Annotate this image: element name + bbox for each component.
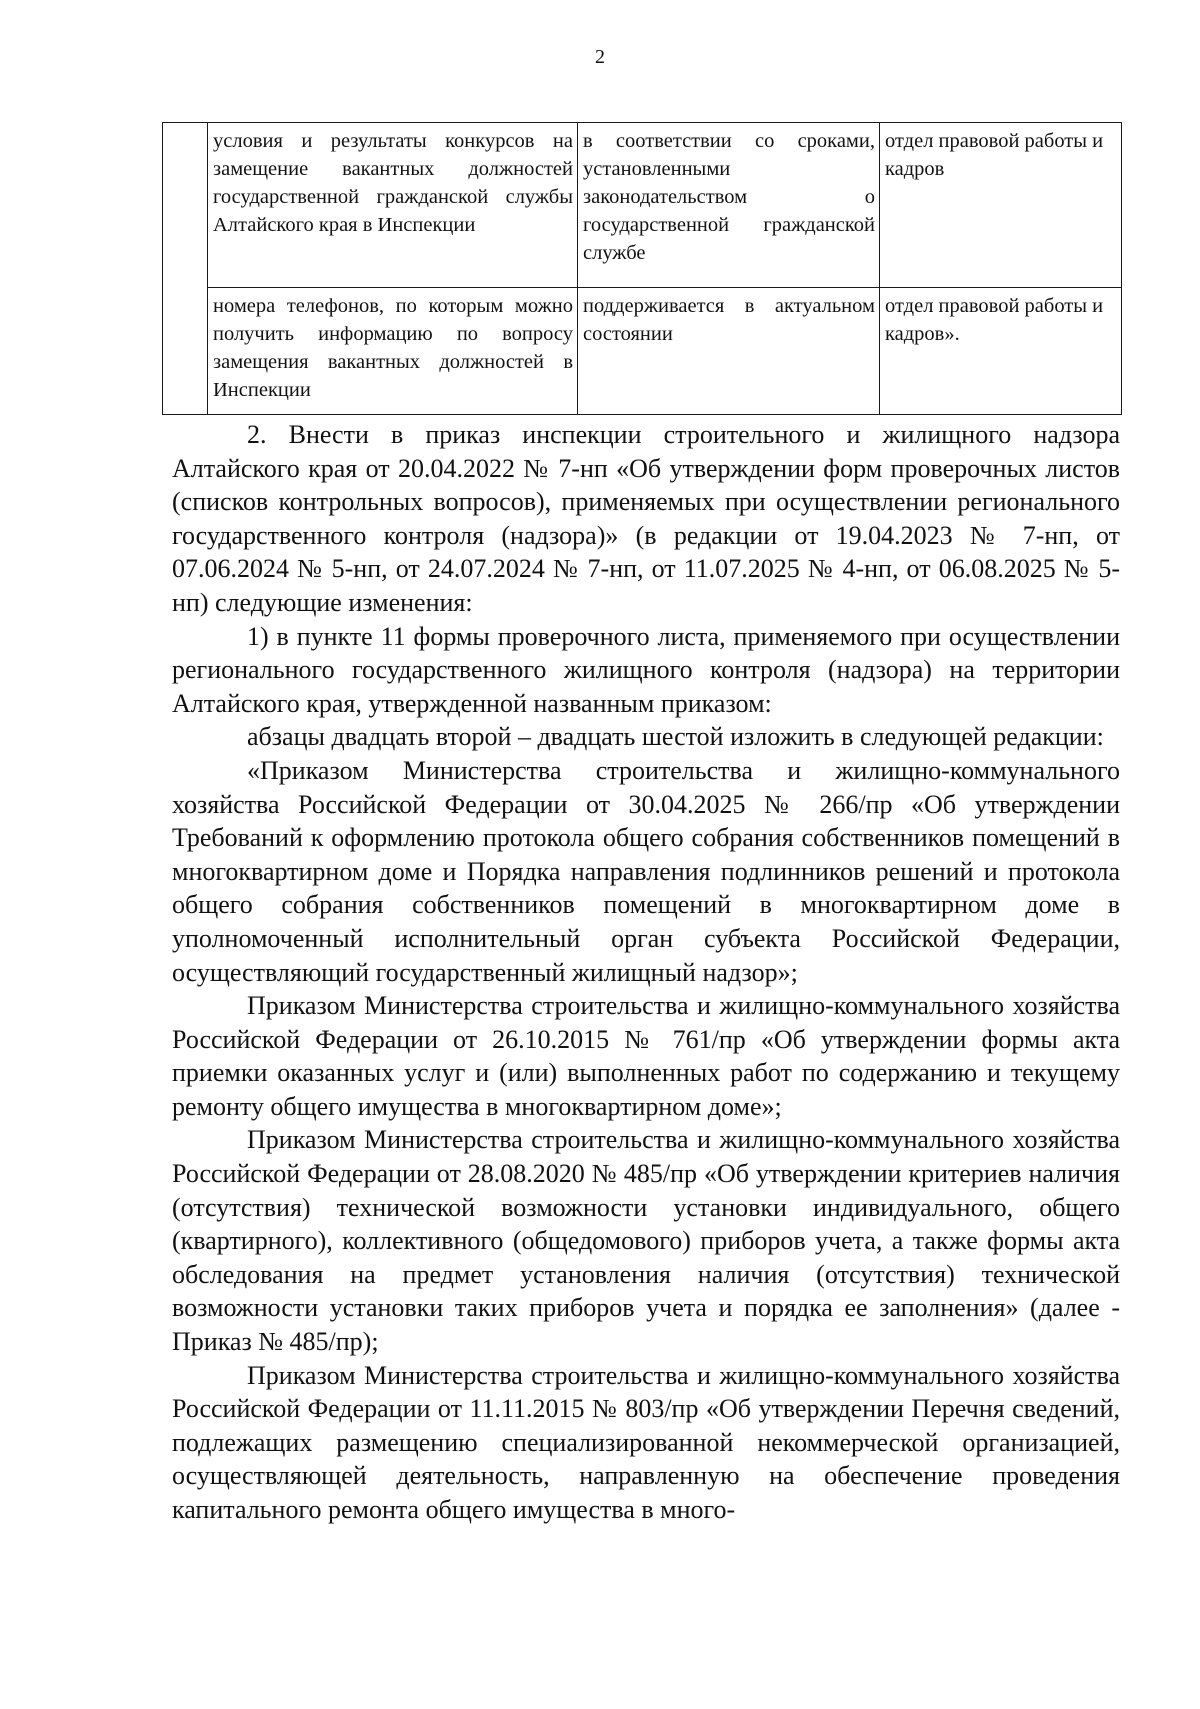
paragraph-amendment: 2. Внести в приказ инспекции строительного и жилищного надзора Алтайского края от 20.04.2022 № 7-нп «Об утверждении форм проверочных листов (списков контрольных вопросов), применяемых при осуществлении регионального государственного контроля (надзора)» (в редакции от 19.04.2023 № 7-нп, от 07.06.2024 № 5-нп, от 24.07.2024 № 7-нп, от 11.07.2025 № 4-нп, от 06.08.2025 № 5-нп) следующие изменения:	[172, 420, 1120, 617]
table-cell-term: поддерживается в актуальном состоянии	[578, 288, 880, 415]
table-cell-term: в соответствии со сроками, установленными законодательством о государственной гражданской службе	[578, 123, 880, 288]
info-table	[162, 122, 1122, 415]
table-cell-responsible: отдел правовой работы и кадров».	[880, 288, 1122, 415]
paragraph-order-485: Приказом Министерства строительства и жилищно-коммунального хозяйства Российской Федерации от 28.08.2020 № 485/пр «Об утверждении критериев наличия (отсутствия) технической возможности установки индивидуального, общего (квартирного), коллективного (общедомового) приборов учета, а также формы акта обследования на предмет установления наличия (отсутствия) технической возможности установки таких приборов учета и порядка ее заполнения» (далее - Приказ № 485/пр);	[172, 1125, 1120, 1357]
page-number: 2	[595, 46, 605, 68]
paragraph-order-803: Приказом Министерства строительства и жилищно-коммунального хозяйства Российской Федерации от 11.11.2015 № 803/пр «Об утверждении Перечня сведений, подлежащих размещению специализированной некоммерческой организацией, осуществляющей деятельность, направленную на обеспечение проведения капитального ремонта общего имущества в много-	[172, 1360, 1120, 1524]
paragraph-order-266: «Приказом Министерства строительства и жилищно-коммунального хозяйства Российской Федерации от 30.04.2025 № 266/пр «Об утверждении Требований к оформлению протокола общего собрания собственников помещений в многоквартирном доме и Порядка направления подлинников решений и протокола общего собрания собственников помещений в многоквартирном доме в уполномоченный исполнительный орган субъекта Российской Федерации, осуществляющий государственный жилищный надзор»;	[172, 755, 1120, 987]
table-cell-responsible: отдел правовой работы и кадров	[880, 123, 1122, 288]
paragraph-instruction: абзацы двадцать второй – двадцать шестой изложить в следующей редакции:	[247, 722, 1104, 752]
body-text	[172, 418, 1120, 1527]
table-cell-info: условия и результаты конкурсов на замещение вакантных должностей государственной гражданской службы Алтайского края в Инспекции	[208, 123, 578, 288]
table-cell-number	[163, 123, 208, 288]
table-row	[163, 123, 1122, 288]
paragraph-item-1: 1) в пункте 11 формы проверочного листа, применяемого при осуществлении регионального государственного жилищного контроля (надзора) на территории Алтайского края, утвержденной названным приказом:	[172, 621, 1120, 718]
table-row	[163, 288, 1122, 415]
paragraph-order-761: Приказом Министерства строительства и жилищно-коммунального хозяйства Российской Федерации от 26.10.2015 № 761/пр «Об утверждении формы акта приемки оказанных услуг и (или) выполненных работ по содержанию и текущему ремонту общего имущества в многоквартирном доме»;	[172, 991, 1120, 1121]
table-cell-number	[163, 288, 208, 415]
table-cell-info: номера телефонов, по которым можно получить информацию по вопросу замещения вакантных должностей в Инспекции	[208, 288, 578, 415]
